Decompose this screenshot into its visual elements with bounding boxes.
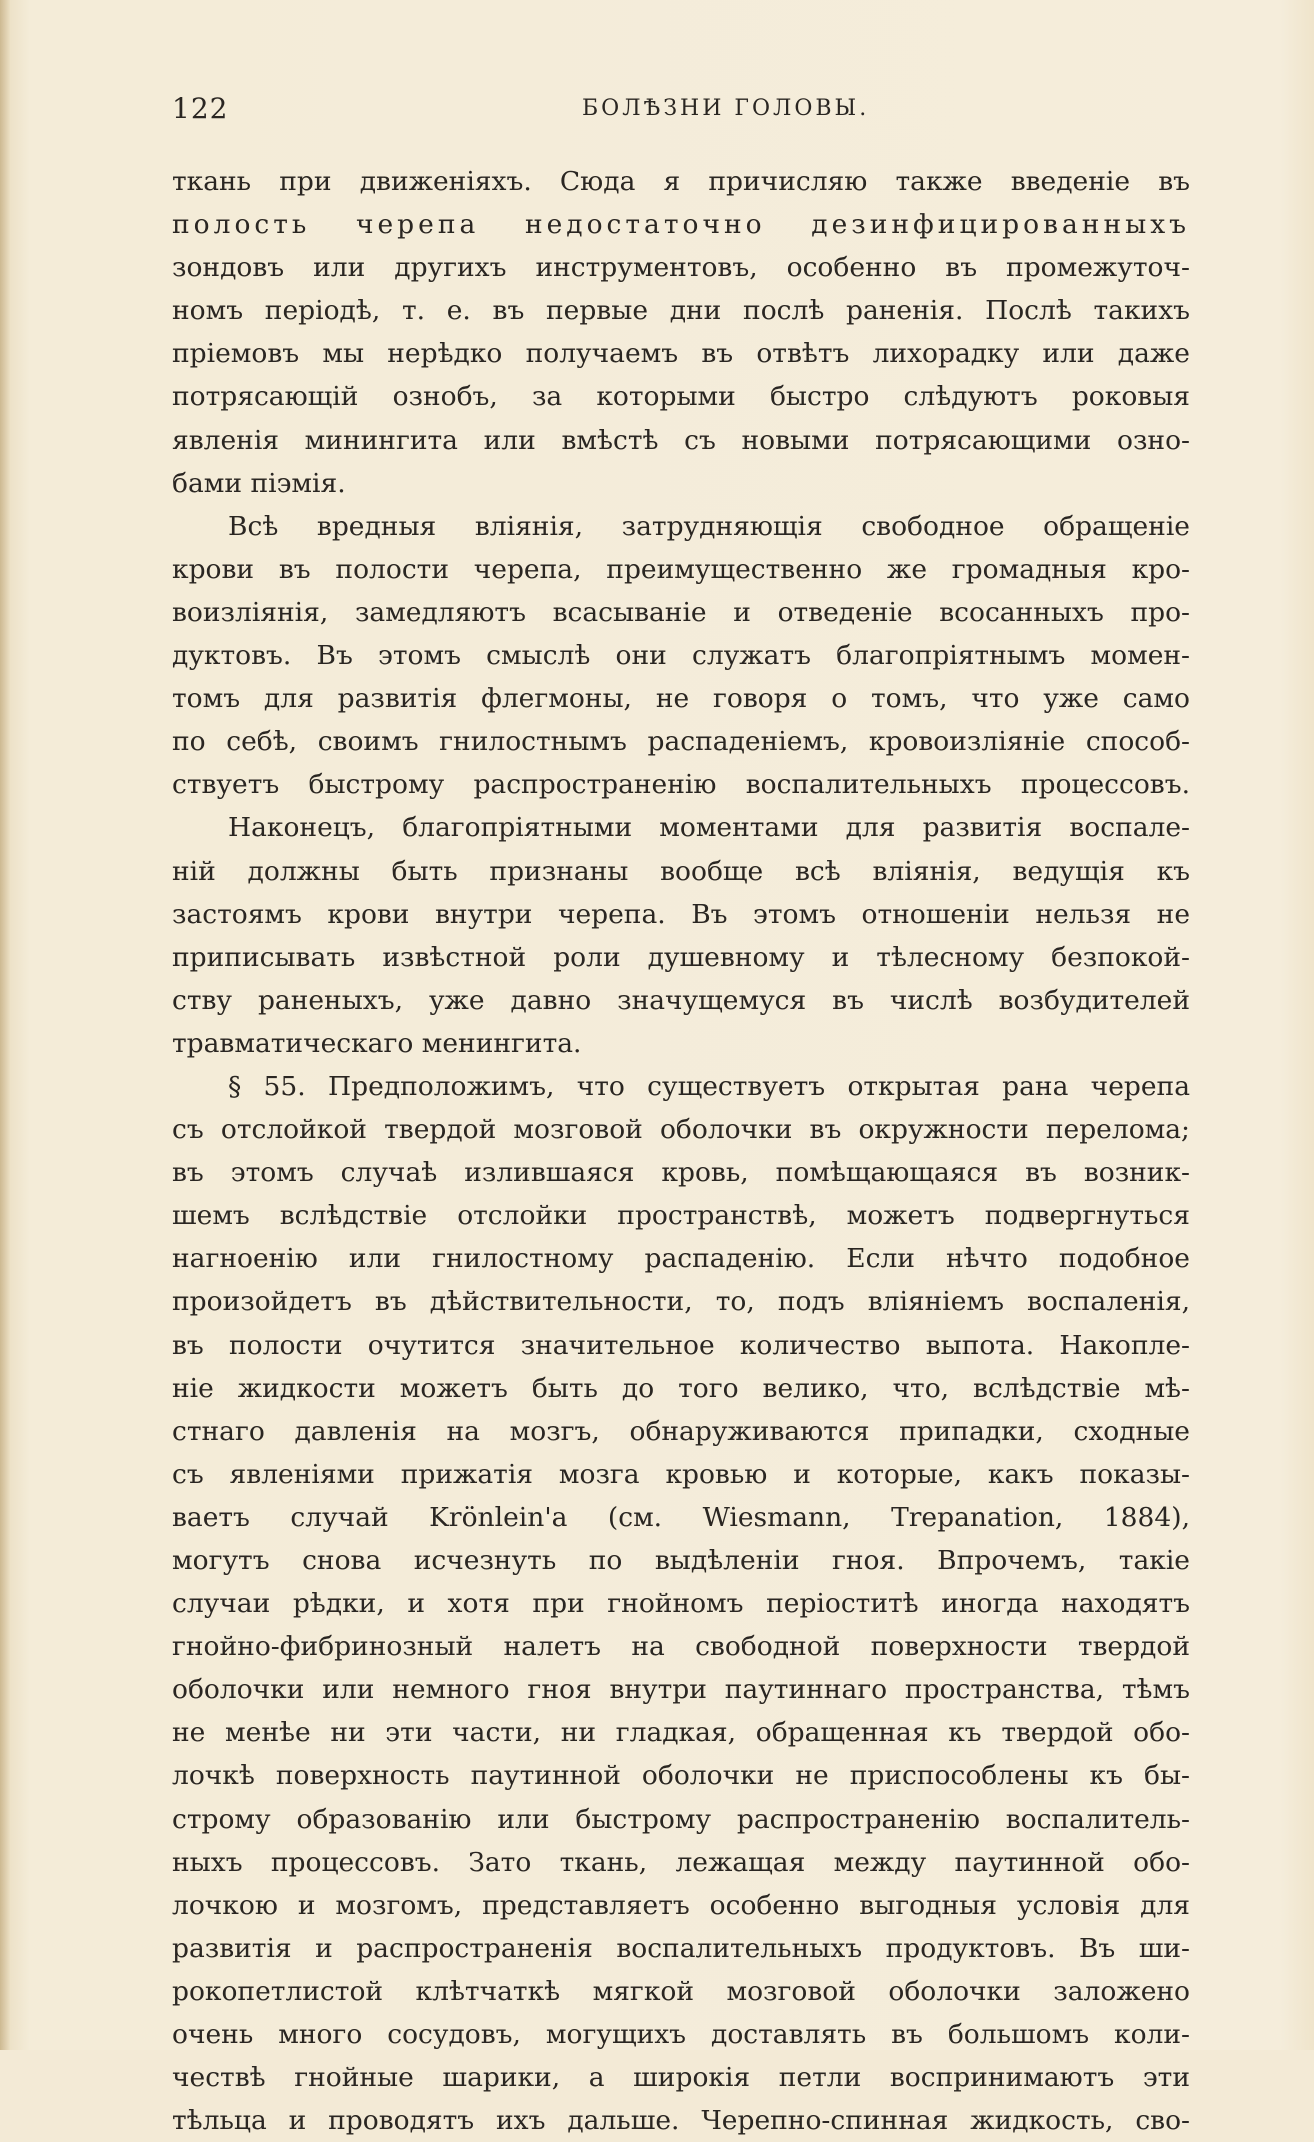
text-line: ній должны быть признаны вообще всѣ вліянія, ведущія къ	[172, 855, 1190, 887]
text-line: ткань при движеніяхъ. Сюда я причисляю также введеніе въ	[172, 166, 1190, 197]
text-line: съ отслойкой твердой мозговой оболочки въ окружности перелома;	[172, 1114, 1190, 1146]
text-line: пріемовъ мы нерѣдко получаемъ въ отвѣтъ лихорадку или даже	[172, 338, 1190, 370]
text-line: могутъ снова исчезнуть по выдѣленіи гноя. Впрочемъ, такіе	[172, 1545, 1190, 1576]
text-line: Наконецъ, благопріятными моментами для развитія воспале-	[228, 812, 1190, 844]
text-line: очень много сосудовъ, могущихъ доставлять въ большомъ коли-	[172, 2019, 1190, 2051]
text-line: тѣльца и проводятъ ихъ дальше. Черепно-спинная жидкость, сво-	[172, 2105, 1190, 2137]
text-line: шемъ вслѣдствіе отслойки пространствѣ, можетъ подвергнуться	[172, 1200, 1190, 1232]
text-line: ству раненыхъ, уже давно значущемуся въ числѣ возбудителей	[172, 984, 1190, 1016]
body-text	[172, 160, 1190, 2142]
text-line: Всѣ вредныя вліянія, затрудняющія свободное обращеніе	[228, 510, 1190, 542]
text-line: бами піэмія.	[172, 467, 346, 499]
text-line: зондовъ или другихъ инструментовъ, особенно въ промежуточ-	[172, 252, 1190, 284]
text-line: ваетъ случай Krönlein'а (см. Wiesmann, Trepanation, 1884),	[172, 1501, 1190, 1533]
text-line: въ полости очутится значительное количество выпота. Накопле-	[172, 1329, 1190, 1361]
text-line: лочкѣ поверхность паутинной оболочки не приспособлены къ бы-	[172, 1760, 1190, 1792]
text-line: случаи рѣдки, и хотя при гнойномъ періоститѣ иногда находятъ	[172, 1588, 1190, 1620]
text-line: травматическаго менингита.	[172, 1027, 582, 1059]
text-line: ныхъ процессовъ. Зато ткань, лежащая между паутинной обо-	[172, 1846, 1190, 1878]
text-line: ствуетъ быстрому распространенію воспалительныхъ процессовъ.	[172, 769, 1190, 801]
text-line: полость черепа недостаточно дезинфицированныхъ	[172, 209, 1190, 241]
text-line: произойдетъ въ дѣйствительности, то, подъ вліяніемъ воспаленія,	[172, 1286, 1190, 1318]
text-line: чествѣ гнойные шарики, а широкія петли воспринимаютъ эти	[172, 2062, 1190, 2094]
text-line: приписывать извѣстной роли душевному и тѣлесному безпокой-	[172, 941, 1190, 973]
text-line: не менѣе ни эти части, ни гладкая, обращенная къ твердой обо-	[172, 1717, 1190, 1749]
text-line: развитія и распространенія воспалительныхъ продуктовъ. Въ ши-	[172, 1932, 1190, 1964]
text-line: крови въ полости черепа, преимущественно же громадныя кро-	[172, 553, 1190, 585]
running-title: БОЛѢЗНИ ГОЛОВЫ.	[582, 96, 870, 121]
text-line: § 55. Предположимъ, что существуетъ открытая рана черепа	[228, 1070, 1190, 1102]
text-line: ніе жидкости можетъ быть до того велико, что, вслѣдствіе мѣ-	[172, 1372, 1190, 1404]
text-line: дуктовъ. Въ этомъ смыслѣ они служатъ благопріятнымъ момен-	[172, 640, 1190, 672]
text-line: номъ періодѣ, т. е. въ первые дни послѣ раненія. Послѣ такихъ	[172, 295, 1190, 327]
text-line: строму образованію или быстрому распространенію воспалитель-	[172, 1803, 1190, 1835]
page-number: 122	[172, 92, 229, 125]
text-line: рокопетлистой клѣтчаткѣ мягкой мозговой оболочки заложено	[172, 1975, 1190, 2007]
text-line: въ этомъ случаѣ излившаяся кровь, помѣщающаяся въ возник-	[172, 1157, 1190, 1189]
text-line: томъ для развитія флегмоны, не говоря о томъ, что уже само	[172, 683, 1190, 715]
text-line: лочкою и мозгомъ, представляетъ особенно выгодныя условія для	[172, 1889, 1190, 1921]
page-header	[172, 92, 1190, 132]
text-line: воизліянія, замедляютъ всасываніе и отведеніе всосанныхъ про-	[172, 596, 1190, 628]
text-line: съ явленіями прижатія мозга кровью и которые, какъ показы-	[172, 1458, 1190, 1490]
text-line: застоямъ крови внутри черепа. Въ этомъ отношеніи нельзя не	[172, 898, 1190, 930]
text-line: потрясающій ознобъ, за которыми быстро слѣдуютъ роковыя	[172, 381, 1190, 413]
page-binding-edge	[0, 0, 10, 2050]
text-line: гнойно-фибринозный налетъ на свободной поверхности твердой	[172, 1631, 1190, 1663]
text-line: стнаго давленія на мозгъ, обнаруживаются припадки, сходные	[172, 1415, 1190, 1447]
text-line: оболочки или немного гноя внутри паутиннаго пространства, тѣмъ	[172, 1674, 1190, 1706]
text-line: по себѣ, своимъ гнилостнымъ распаденіемъ, кровоизліяніе способ-	[172, 726, 1190, 758]
text-line: нагноенію или гнилостному распаденію. Если нѣчто подобное	[172, 1243, 1190, 1275]
text-line: явленія минингита или вмѣстѣ съ новыми потрясающими озно-	[172, 424, 1190, 456]
